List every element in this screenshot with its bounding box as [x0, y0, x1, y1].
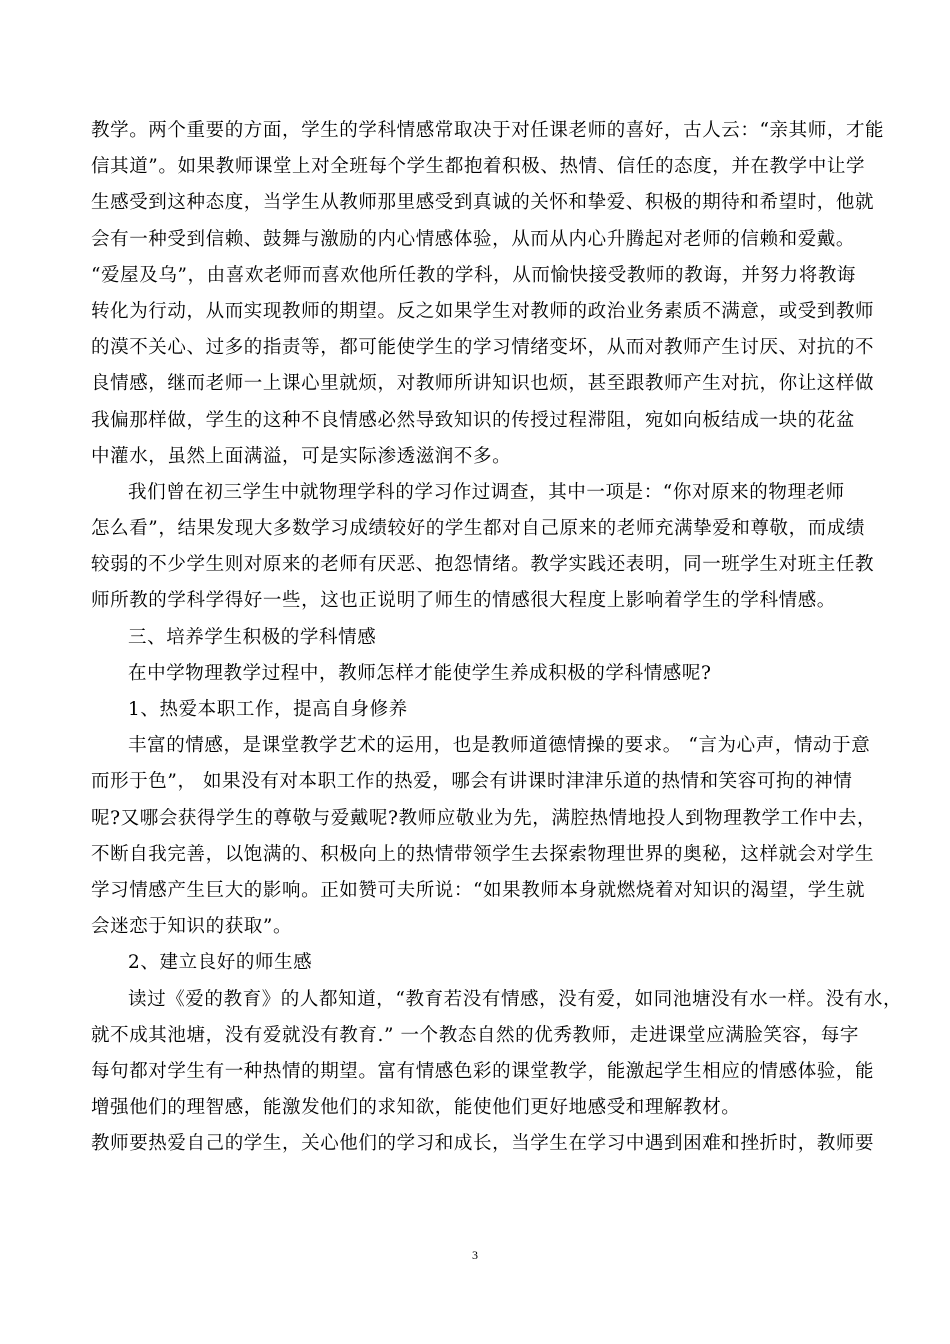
text-line: 中灌水，虽然上面满溢，可是实际渗透滋润不多。 [91, 445, 512, 467]
paragraph-start-line: 在中学物理教学过程中，教师怎样才能使学生养成积极的学科情感呢? [128, 662, 712, 684]
paragraph-start-line: 读过《爱的教育》的人都知道，“教育若没有情感，没有爱，如同池塘没有水一样。没有水， [128, 988, 903, 1010]
text-line: 就不成其池塘，没有爱就没有教育.” 一个教态自然的优秀教师，走进课堂应满脸笑容，每字 [91, 1024, 859, 1046]
text-line: 学习情感产生巨大的影响。正如赞可夫所说：“如果教师本身就燃烧着对知识的渴望，学生就 [91, 879, 866, 901]
text-line: “爱屋及乌”，由喜欢老师而喜欢他所任教的学科，从而愉快接受教师的教诲，并努力将教诲 [91, 264, 857, 286]
text-line: 教学。两个重要的方面，学生的学科情感常取决于对任课老师的喜好，古人云：“亲其师，才能 [91, 120, 885, 141]
text-line: 而形于色”， 如果没有对本职工作的热爱，哪会有讲课时津津乐道的热情和笑容可拘的神情 [91, 771, 853, 793]
page-number: 3 [472, 1248, 478, 1262]
text-line: 增强他们的理智感，能激发他们的求知欲，能使他们更好地感受和理解教材。 [91, 1097, 741, 1119]
text-line: 较弱的不少学生则对原来的老师有厌恶、抱怨情绪。教学实践还表明，同一班学生对班主任教 [91, 554, 875, 576]
text-line: 良情感，继而老师一上课心里就烦，对教师所讲知识也烦，甚至跟教师产生对抗，你让这样做 [91, 373, 875, 395]
text-line: 不断自我完善，以饱满的、积极向上的热情带领学生去探索物理世界的奥秘，这样就会对学生 [91, 843, 875, 865]
text-line: 师所教的学科学得好一些，这也正说明了师生的情感很大程度上影响着学生的学科情感。 [91, 590, 836, 612]
text-line: 呢?又哪会获得学生的尊敬与爱戴呢?教师应敬业为先，满腔热情地投人到物理教学工作中去， [91, 807, 877, 829]
text-line: 的漠不关心、过多的指责等，都可能使学生的学习情绪变坏，从而对教师产生讨厌、对抗的不 [91, 337, 875, 359]
text-line: 会迷恋于知识的获取”。 [91, 916, 293, 938]
document-body [91, 113, 903, 1162]
text-line: 教师要热爱自己的学生，关心他们的学习和成长，当学生在学习中遇到困难和挫折时，教师要 [91, 1133, 875, 1155]
text-line: 每句都对学生有一种热情的期望。富有情感色彩的课堂教学，能激起学生相应的情感体验，能 [91, 1060, 875, 1082]
paragraph-start-line: 丰富的情感，是课堂教学艺术的运用，也是教师道德情操的要求。 “言为心声，情动于意 [128, 735, 871, 757]
text-line: 怎么看”，结果发现大多数学习成绩较好的学生都对自己原来的老师充满挚爱和尊敬，而成绩 [91, 518, 866, 540]
text-line: 会有一种受到信赖、鼓舞与激励的内心情感体验，从而从内心升腾起对老师的信赖和爱戴。 [91, 228, 856, 250]
section-heading: 三、培养学生积极的学科情感 [128, 626, 377, 648]
subsection-heading: 2、建立良好的师生感 [128, 952, 313, 974]
paragraph-start-line: 我们曾在初三学生中就物理学科的学习作过调查，其中一项是：“你对原来的物理老师 [128, 481, 845, 503]
text-line: 生感受到这种态度，当学生从教师那里感受到真诚的关怀和挚爱、积极的期待和希望时，他就 [91, 192, 875, 214]
text-line: 转化为行动，从而实现教师的期望。反之如果学生对教师的政治业务素质不满意，或受到教师 [91, 300, 875, 322]
text-line: 我偏那样做，学生的这种不良情感必然导致知识的传授过程滞阻，宛如向板结成一块的花盆 [91, 409, 856, 431]
text-line: 信其道”。如果教师课堂上对全班每个学生都抱着积极、热情、信任的态度，并在教学中让学 [91, 156, 866, 178]
subsection-heading: 1、热爱本职工作，提高自身修养 [128, 699, 408, 720]
